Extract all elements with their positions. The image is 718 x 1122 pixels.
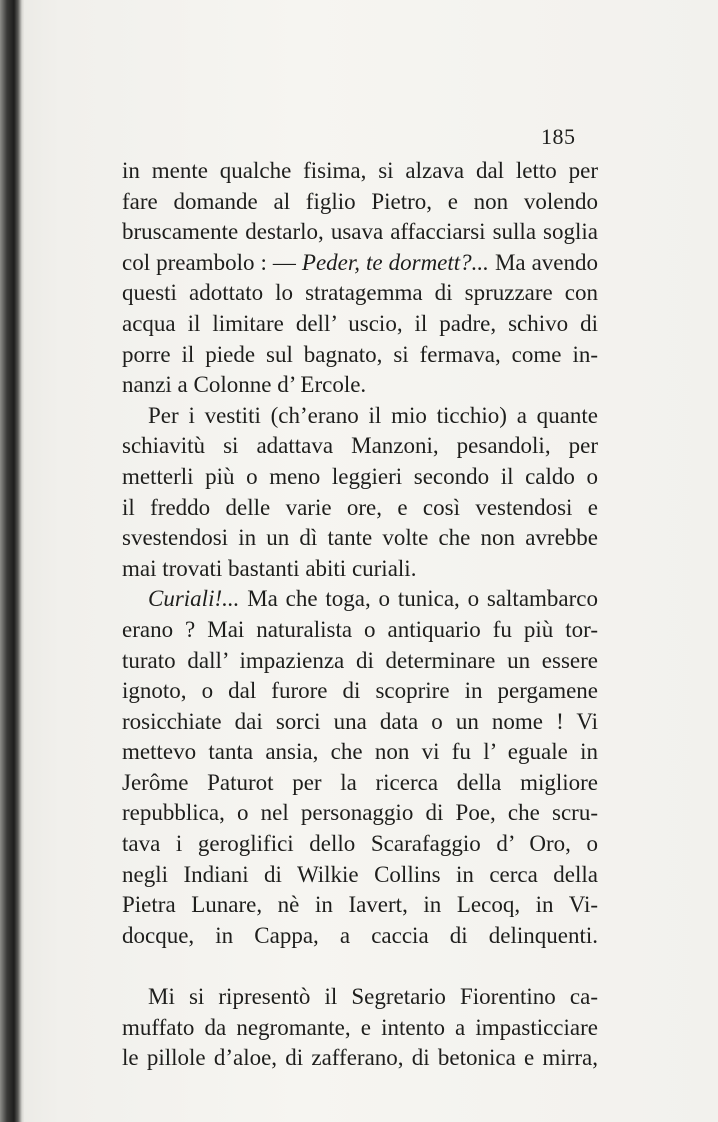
text-line: mettevo tanta ansia, che non vi fu l’ eguale in <box>122 739 598 765</box>
text-line: fare domande al figlio Pietro, e non volendo <box>122 188 598 214</box>
text-line: Per i vestiti (ch’erano il mio ticchio) a quante <box>148 402 598 428</box>
text-line: rosicchiate dai sorci una data o un nome ! Vi <box>122 708 598 734</box>
text-line: repubblica, o nel personaggio di Poe, che scru- <box>122 800 598 826</box>
text-line: schiavitù si adattava Manzoni, pesandoli, per <box>122 433 598 459</box>
text-line: Mi si ripresentò il Segretario Fiorentino ca- <box>148 984 598 1010</box>
text-line: negli Indiani di Wilkie Collins in cerca della <box>122 861 598 887</box>
text-line: ignoto, o dal furore di scoprire in pergamene <box>122 678 598 704</box>
paragraph-4 <box>122 982 598 1074</box>
text-line <box>122 951 598 982</box>
text-line: metterli più o meno leggieri secondo il caldo o <box>122 463 598 489</box>
italic-word: Curiali!... <box>148 586 240 612</box>
book-binding-edge <box>0 0 24 1122</box>
text-line: acqua il limitare dell’ uscio, il padre, schivo di <box>122 310 598 336</box>
paragraph-3 <box>122 584 598 982</box>
text-line-mixed <box>122 584 598 615</box>
page-number: 185 <box>541 124 576 149</box>
text-line: Pietra Lunare, nè in Iavert, in Lecoq, in Vi- <box>122 892 598 918</box>
text-line: muffato da negromante, e intento a impasticciare <box>122 1014 598 1040</box>
text-line: il freddo delle varie ore, e così vestendosi e <box>122 494 598 520</box>
text-line: turato dall’ impazienza di determinare un essere <box>122 647 598 673</box>
text-line: nanzi a Colonne d’ Ercole. <box>122 372 367 398</box>
text-line: in mente qualche fisima, si alzava dal letto per <box>122 158 598 183</box>
text-line: docque, in Cappa, a caccia di delinquenti. <box>122 922 598 948</box>
text-segment: Ma che toga, o tunica, o saltambarco <box>247 586 598 612</box>
paragraph-2 <box>122 401 598 585</box>
text-line: tava i geroglifici dello Scarafaggio d’ Oro, o <box>122 831 598 857</box>
text-line: le pillole d’aloe, di zafferano, di betonica e mirra, <box>122 1045 598 1071</box>
text-segment: Ma avendo <box>494 249 599 275</box>
text-line: porre il piede sul bagnato, si fermava, come in- <box>122 341 598 367</box>
text-segment: col preambolo : — <box>122 249 296 275</box>
text-line: svestendosi in un dì tante volte che non avrebbe <box>122 525 598 551</box>
text-line: mai trovati bastanti abiti curiali. <box>122 555 417 581</box>
italic-quote: Peder, te dormett?... <box>301 249 489 275</box>
paragraph-1 <box>122 156 598 401</box>
body-text <box>122 156 598 1074</box>
text-line: bruscamente destarlo, usava affacciarsi sulla soglia <box>122 219 598 245</box>
text-line: erano ? Mai naturalista o antiquario fu più tor- <box>122 616 598 642</box>
text-line: questi adottato lo stratagemma di spruzzare con <box>122 280 598 306</box>
text-line-mixed <box>122 248 598 279</box>
text-line: Jerôme Paturot per la ricerca della migliore <box>122 769 598 795</box>
